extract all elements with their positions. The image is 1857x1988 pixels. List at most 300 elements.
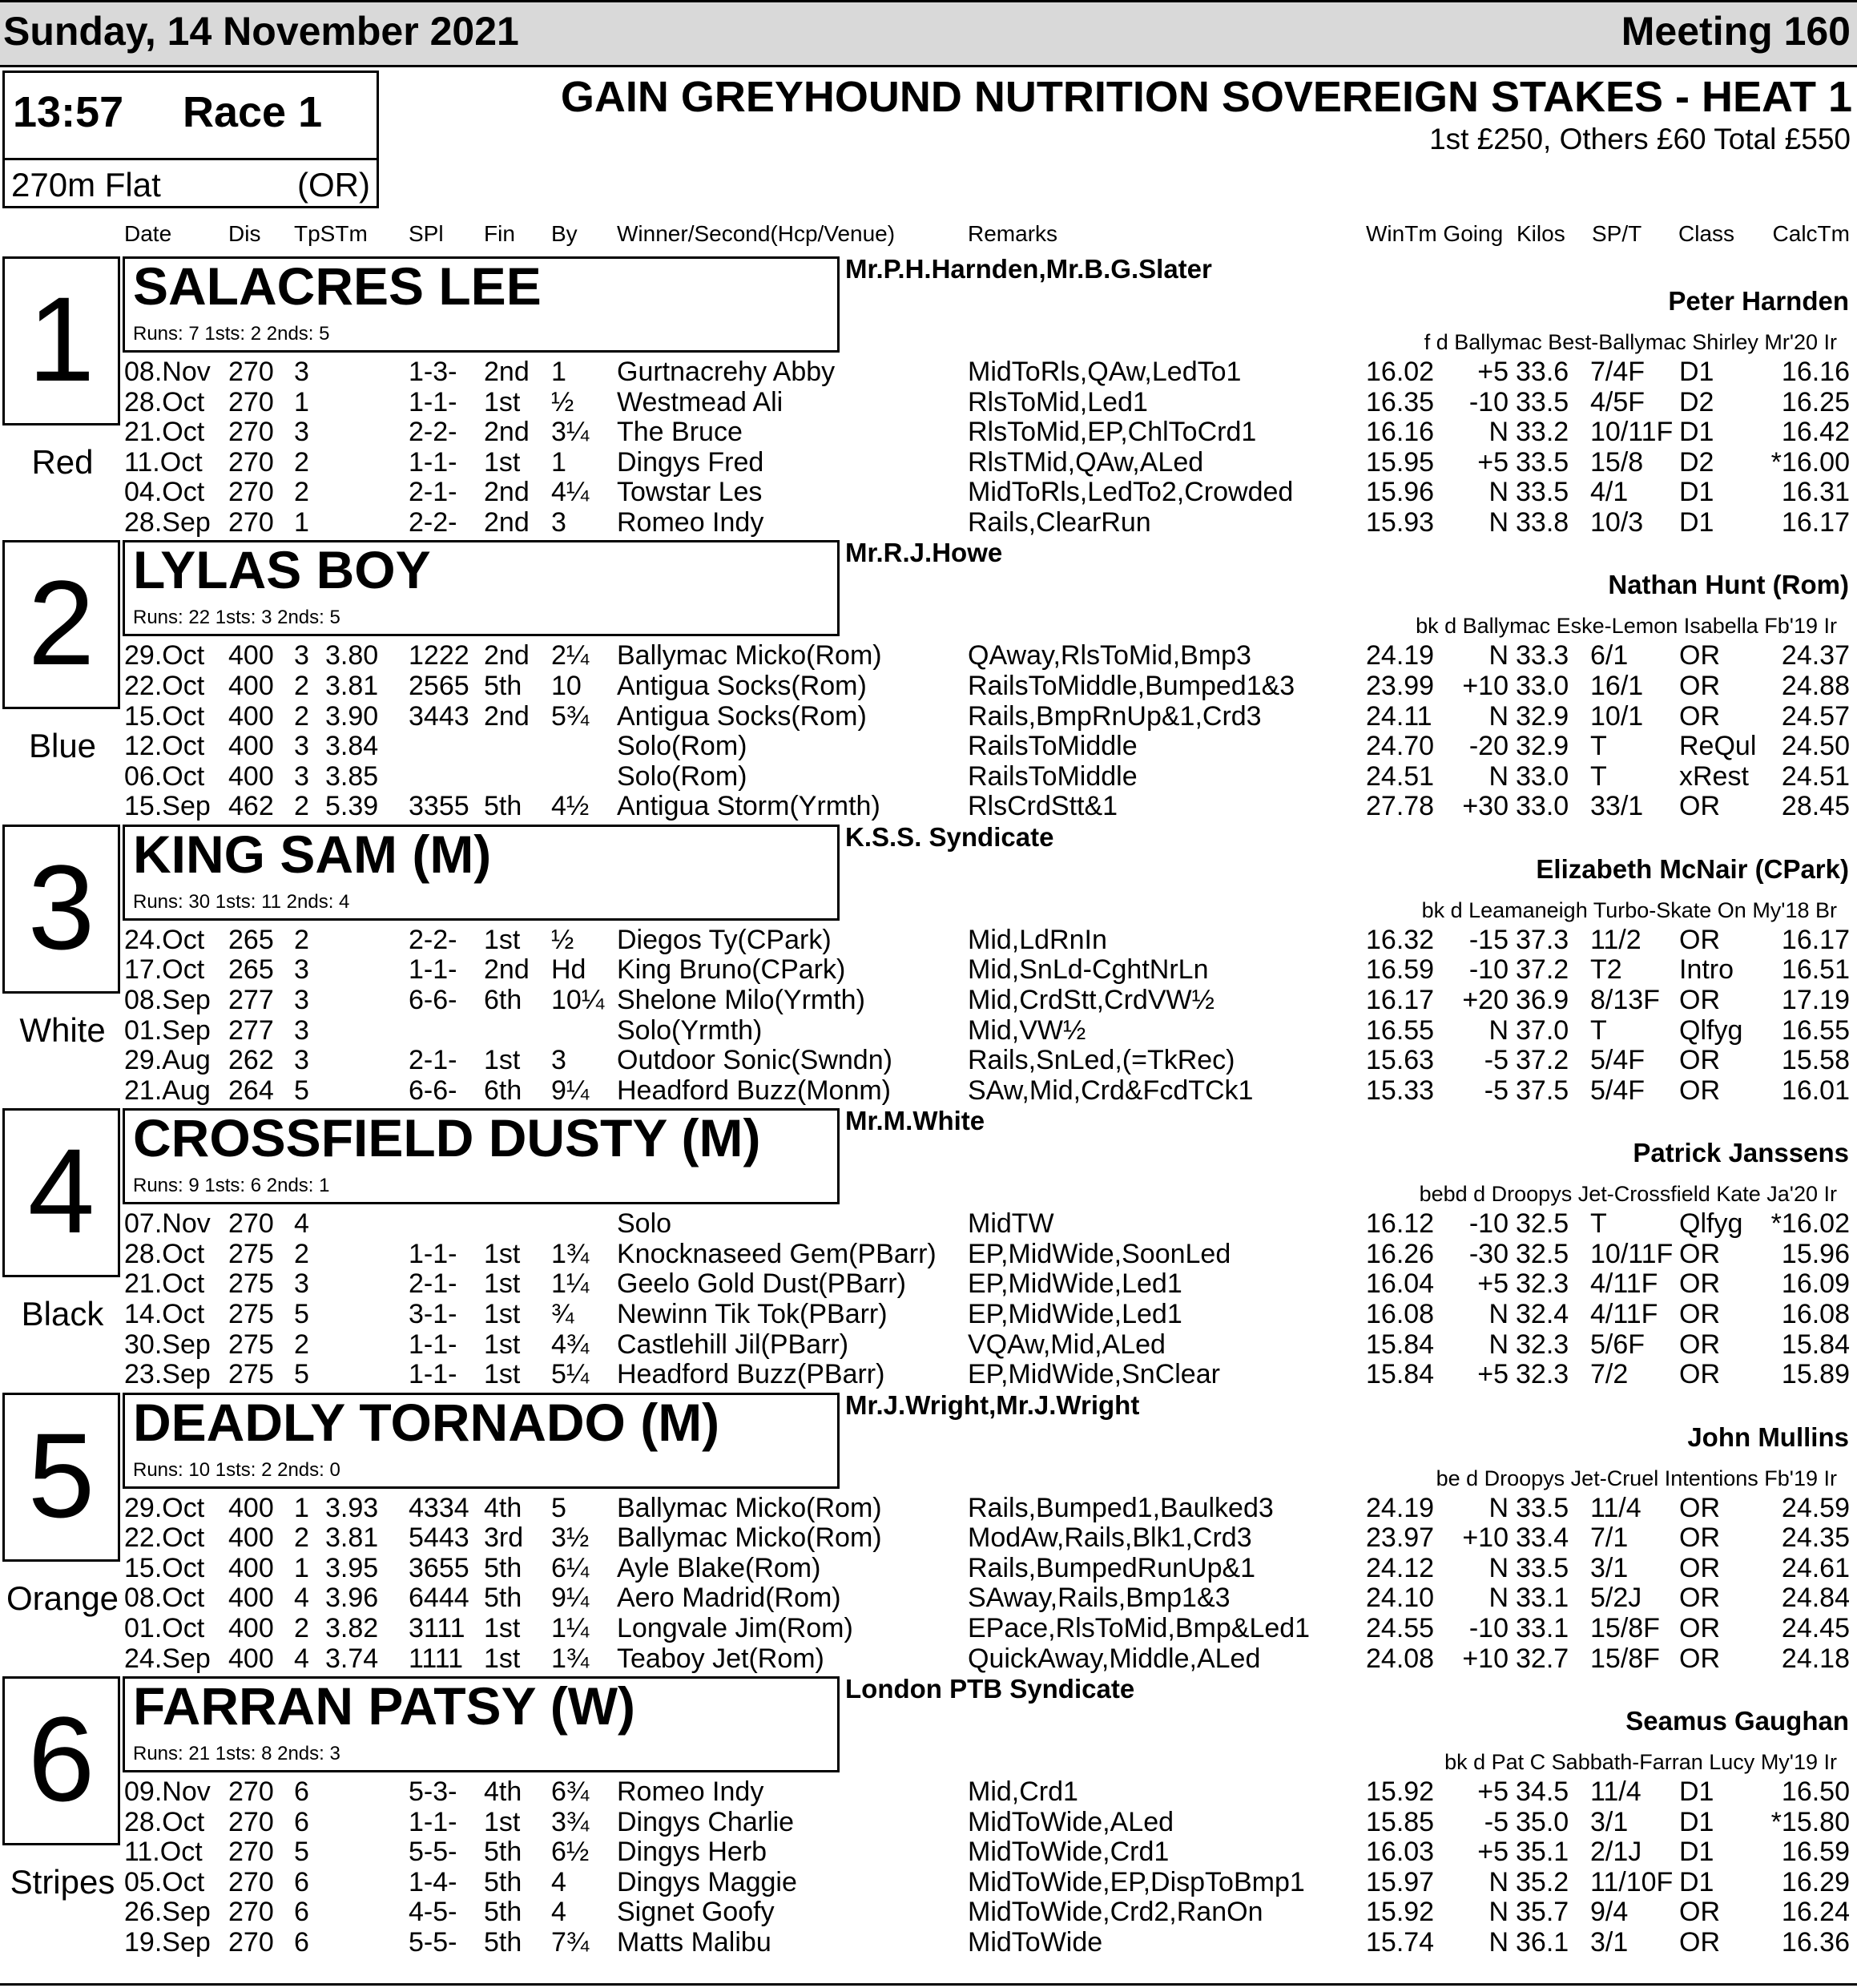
form-class: OR — [1679, 1298, 1720, 1329]
form-by: 1¼ — [551, 1612, 590, 1643]
form-split: 5443 — [409, 1522, 469, 1554]
form-sp: 10/11F — [1590, 417, 1674, 448]
form-by: 10¼ — [551, 984, 605, 1015]
form-wintime: 16.08 — [1366, 1298, 1435, 1329]
form-by: ½ — [551, 386, 574, 417]
form-date: 22.Oct — [124, 1522, 205, 1554]
form-remarks: SAway,Rails,Bmp1&3 — [968, 1583, 1231, 1614]
form-calctime: 24.35 — [1781, 1522, 1850, 1554]
form-trap: 3 — [294, 760, 309, 792]
race-grade: (OR) — [297, 166, 370, 204]
form-distance: 400 — [228, 640, 274, 671]
form-remarks: MidTW — [968, 1208, 1054, 1240]
form-distance: 400 — [228, 700, 274, 732]
dog-trainer: Elizabeth McNair (CPark) — [1536, 853, 1849, 884]
form-finish: 5th — [484, 791, 522, 822]
form-going: N — [1488, 1552, 1509, 1583]
form-finish: 6th — [484, 984, 522, 1015]
form-remarks: RailsToMiddle — [968, 760, 1138, 792]
form-distance: 270 — [228, 1208, 274, 1240]
form-by: 1 — [551, 357, 566, 387]
col-header-spt: SP/T — [1592, 221, 1642, 246]
form-class: D1 — [1679, 417, 1714, 448]
form-split: 2-2- — [409, 507, 457, 538]
form-remarks: MidToWide,ALed — [968, 1806, 1174, 1837]
form-class: OR — [1679, 1897, 1720, 1928]
form-remarks: SAw,Mid,Crd&FcdTCk1 — [968, 1075, 1254, 1106]
form-distance: 462 — [228, 791, 274, 822]
form-winner: Headford Buzz(PBarr) — [617, 1359, 885, 1390]
col-header-fin: Fin — [484, 221, 515, 246]
form-date: 15.Oct — [124, 1552, 205, 1583]
form-trap: 4 — [294, 1643, 309, 1674]
form-going: +5 — [1477, 357, 1509, 387]
form-row — [0, 357, 1857, 387]
form-kilos: 32.9 — [1516, 700, 1569, 732]
form-wintime: 15.84 — [1366, 1359, 1435, 1390]
dog-name-box — [123, 1393, 840, 1489]
form-sp: 10/3 — [1590, 507, 1644, 538]
form-finish: 2nd — [484, 954, 530, 986]
form-row — [0, 1269, 1857, 1299]
form-split: 3655 — [409, 1552, 469, 1583]
form-date: 15.Sep — [124, 791, 211, 822]
form-trap: 1 — [294, 1492, 309, 1523]
form-by: 4½ — [551, 791, 590, 822]
form-split: 1-3- — [409, 357, 457, 387]
form-split: 5-5- — [409, 1927, 457, 1958]
form-row — [0, 1928, 1857, 1958]
form-winner: Aero Madrid(Rom) — [617, 1583, 841, 1614]
dog-name: FARRAN PATSY (W) — [133, 1676, 635, 1736]
form-sp: T — [1590, 760, 1607, 792]
form-finish: 1st — [484, 386, 521, 417]
form-wintime: 16.59 — [1366, 954, 1435, 986]
form-split: 1111 — [409, 1643, 464, 1674]
form-finish: 5th — [484, 1927, 522, 1958]
form-wintime: 23.97 — [1366, 1522, 1435, 1554]
form-wintime: 15.85 — [1366, 1806, 1435, 1837]
form-remarks: MidToRls,QAw,LedTo1 — [968, 357, 1242, 387]
form-split: 1-4- — [409, 1866, 457, 1897]
form-row — [0, 1837, 1857, 1867]
form-trap: 3 — [294, 417, 309, 448]
form-by: 4¾ — [551, 1329, 590, 1360]
form-calctime: 15.58 — [1781, 1045, 1850, 1076]
form-wintime: 16.35 — [1366, 386, 1435, 417]
form-distance: 270 — [228, 1806, 274, 1837]
form-kilos: 37.3 — [1516, 924, 1569, 955]
form-by: 6¼ — [551, 1552, 590, 1583]
form-winner: Solo(Rom) — [617, 760, 747, 792]
form-split: 1222 — [409, 640, 469, 671]
form-row — [0, 986, 1857, 1015]
dog-owner: Mr.J.Wright,Mr.J.Wright — [845, 1389, 1140, 1420]
form-sp: 4/11F — [1590, 1298, 1658, 1329]
form-split: 2-2- — [409, 417, 457, 448]
col-header-winner: Winner/Second(Hcp/Venue) — [617, 221, 896, 246]
form-remarks: Rails,BumpedRunUp&1 — [968, 1552, 1256, 1583]
race-number: Race 1 — [183, 88, 323, 136]
form-remarks: Rails,BmpRnUp&1,Crd3 — [968, 700, 1262, 732]
form-winner: Newinn Tik Tok(PBarr) — [617, 1298, 888, 1329]
form-row — [0, 1076, 1857, 1106]
form-remarks: RlsToMid,EP,ChlToCrd1 — [968, 417, 1257, 448]
form-date: 01.Oct — [124, 1612, 205, 1643]
form-remarks: QuickAway,Middle,ALed — [968, 1643, 1261, 1674]
form-kilos: 32.3 — [1516, 1329, 1569, 1360]
form-by: ½ — [551, 924, 574, 955]
form-by: 9¼ — [551, 1075, 590, 1106]
form-kilos: 32.3 — [1516, 1359, 1569, 1390]
col-header-class: Class — [1678, 221, 1735, 246]
form-finish: 1st — [484, 1298, 521, 1329]
form-distance: 270 — [228, 507, 274, 538]
form-row — [0, 1330, 1857, 1360]
form-wintime: 15.63 — [1366, 1045, 1435, 1076]
form-calctime: 24.51 — [1781, 760, 1850, 792]
form-trap: 1 — [294, 507, 309, 538]
form-remarks: EP,MidWide,Led1 — [968, 1268, 1182, 1300]
form-row — [0, 732, 1857, 761]
form-remarks: MidToWide,Crd1 — [968, 1837, 1170, 1868]
form-kilos: 33.1 — [1516, 1583, 1569, 1614]
form-row — [0, 1777, 1857, 1807]
form-sp: 11/4 — [1590, 1492, 1641, 1523]
form-remarks: Mid,CrdStt,CrdVW½ — [968, 984, 1215, 1015]
form-split: 5-3- — [409, 1776, 457, 1807]
form-remarks: EP,MidWide,Led1 — [968, 1298, 1182, 1329]
form-calctime: 16.31 — [1781, 477, 1850, 508]
form-remarks: Rails,Bumped1,Baulked3 — [968, 1492, 1274, 1523]
form-going: +5 — [1477, 446, 1509, 478]
meeting-number: Meeting 160 — [1621, 9, 1851, 54]
dog-name: LYLAS BOY — [133, 540, 431, 600]
form-class: OR — [1679, 1329, 1720, 1360]
form-winner: Westmead Ali — [617, 386, 783, 417]
form-distance: 270 — [228, 417, 274, 448]
form-going: +5 — [1477, 1776, 1509, 1807]
form-distance: 400 — [228, 1643, 274, 1674]
form-kilos: 33.5 — [1516, 477, 1569, 508]
form-calctime: 24.57 — [1781, 700, 1850, 732]
form-sp: T — [1590, 731, 1607, 762]
form-sectional: 3.93 — [325, 1492, 379, 1523]
form-date: 04.Oct — [124, 477, 205, 508]
form-sp: 6/1 — [1590, 640, 1629, 671]
form-winner: Teaboy Jet(Rom) — [617, 1643, 824, 1674]
form-calctime: 16.50 — [1781, 1776, 1850, 1807]
form-remarks: Mid,VW½ — [968, 1014, 1086, 1046]
form-calctime: 16.51 — [1781, 954, 1850, 986]
form-sectional: 3.90 — [325, 700, 379, 732]
form-calctime: 15.96 — [1781, 1238, 1850, 1269]
form-split: 6-6- — [409, 1075, 457, 1106]
form-date: 08.Oct — [124, 1583, 205, 1614]
form-distance: 400 — [228, 1583, 274, 1614]
form-kilos: 35.1 — [1516, 1837, 1569, 1868]
form-kilos: 33.0 — [1516, 791, 1569, 822]
form-trap: 3 — [294, 731, 309, 762]
form-row — [0, 1808, 1857, 1837]
form-going: -10 — [1468, 386, 1509, 417]
form-sp: 2/1J — [1590, 1837, 1642, 1868]
form-finish: 3rd — [484, 1522, 524, 1554]
form-winner: Antigua Socks(Rom) — [617, 700, 867, 732]
form-trap: 5 — [294, 1075, 309, 1106]
form-row — [0, 641, 1857, 671]
form-winner: Headford Buzz(Monm) — [617, 1075, 892, 1106]
form-winner: Castlehill Jil(PBarr) — [617, 1329, 849, 1360]
form-going: +5 — [1477, 1837, 1509, 1868]
form-trap: 1 — [294, 1552, 309, 1583]
form-finish: 4th — [484, 1492, 522, 1523]
form-going: -10 — [1468, 954, 1509, 986]
form-row — [0, 1523, 1857, 1553]
form-trap: 3 — [294, 1045, 309, 1076]
form-finish: 2nd — [484, 640, 530, 671]
form-trap: 2 — [294, 791, 309, 822]
form-date: 15.Oct — [124, 700, 205, 732]
form-sp: 3/1 — [1590, 1806, 1629, 1837]
form-winner: Ballymac Micko(Rom) — [617, 640, 882, 671]
form-trap: 1 — [294, 386, 309, 417]
trap-colour: Orange — [6, 1579, 119, 1617]
form-split: 4334 — [409, 1492, 469, 1523]
form-date: 29.Oct — [124, 640, 205, 671]
form-by: 4¼ — [551, 477, 590, 508]
form-by: 3 — [551, 507, 566, 538]
form-date: 24.Sep — [124, 1643, 211, 1674]
form-distance: 277 — [228, 1014, 274, 1046]
form-split: 2-1- — [409, 1045, 457, 1076]
form-date: 08.Nov — [124, 357, 211, 387]
form-distance: 400 — [228, 1522, 274, 1554]
form-remarks: QAway,RlsToMid,Bmp3 — [968, 640, 1251, 671]
form-sp: T — [1590, 1208, 1607, 1240]
form-row — [0, 1614, 1857, 1643]
form-going: -30 — [1468, 1238, 1509, 1269]
form-sp: T — [1590, 1014, 1607, 1046]
form-sp: 3/1 — [1590, 1927, 1629, 1958]
runner-3 — [0, 821, 1857, 1108]
form-calctime: 16.55 — [1781, 1014, 1850, 1046]
form-distance: 400 — [228, 1552, 274, 1583]
form-finish: 1st — [484, 1268, 521, 1300]
form-class: D1 — [1679, 477, 1714, 508]
form-going: N — [1488, 1492, 1509, 1523]
form-date: 29.Aug — [124, 1045, 211, 1076]
form-winner: Antigua Storm(Yrmth) — [617, 791, 880, 822]
form-going: +10 — [1462, 670, 1509, 701]
form-going: N — [1488, 1897, 1509, 1928]
form-by: 1¼ — [551, 1268, 590, 1300]
form-trap: 3 — [294, 640, 309, 671]
form-split: 6-6- — [409, 984, 457, 1015]
form-sp: 16/1 — [1590, 670, 1644, 701]
form-sp: 5/4F — [1590, 1075, 1646, 1106]
meeting-date: Sunday, 14 November 2021 — [3, 9, 519, 54]
form-class: OR — [1679, 1522, 1720, 1554]
form-sp: 11/10F — [1590, 1866, 1674, 1897]
form-class: D1 — [1679, 357, 1714, 387]
form-calctime: 24.37 — [1781, 640, 1850, 671]
form-trap: 2 — [294, 1238, 309, 1269]
form-trap: 2 — [294, 1329, 309, 1360]
form-row — [0, 1360, 1857, 1389]
form-winner: Longvale Jim(Rom) — [617, 1612, 853, 1643]
form-calctime: 15.89 — [1781, 1359, 1850, 1390]
form-finish: 1st — [484, 1329, 521, 1360]
form-kilos: 33.0 — [1516, 670, 1569, 701]
form-trap: 2 — [294, 924, 309, 955]
form-sp: T2 — [1590, 954, 1622, 986]
form-wintime: 15.33 — [1366, 1075, 1435, 1106]
form-sectional: 3.74 — [325, 1643, 379, 1674]
form-going: N — [1488, 1866, 1509, 1897]
form-split: 3111 — [409, 1612, 465, 1643]
form-winner: Dingys Maggie — [617, 1866, 797, 1897]
col-header-remarks: Remarks — [968, 221, 1058, 246]
form-winner: Matts Malibu — [617, 1927, 771, 1958]
form-kilos: 33.8 — [1516, 507, 1569, 538]
form-split: 3443 — [409, 700, 469, 732]
form-calctime: 24.61 — [1781, 1552, 1850, 1583]
dog-name: SALACRES LEE — [133, 256, 542, 316]
form-date: 05.Oct — [124, 1866, 205, 1897]
form-by: 4 — [551, 1897, 566, 1928]
dog-trainer: Seamus Gaughan — [1625, 1706, 1849, 1736]
form-winner: Ballymac Micko(Rom) — [617, 1492, 882, 1523]
form-trap: 3 — [294, 1014, 309, 1046]
form-distance: 270 — [228, 357, 274, 387]
form-calctime: 16.17 — [1781, 924, 1850, 955]
form-kilos: 33.5 — [1516, 386, 1569, 417]
form-class: OR — [1679, 640, 1720, 671]
form-by: 5¼ — [551, 1359, 590, 1390]
form-sp: 15/8F — [1590, 1612, 1660, 1643]
form-date: 28.Oct — [124, 1238, 205, 1269]
form-split: 2565 — [409, 670, 469, 701]
form-split: 1-1- — [409, 1359, 457, 1390]
form-sp: 7/1 — [1590, 1522, 1629, 1554]
form-remarks: EP,MidWide,SoonLed — [968, 1238, 1231, 1269]
dog-name-box — [123, 1676, 840, 1772]
dog-name-box — [123, 540, 840, 636]
trap-colour: White — [19, 1010, 106, 1049]
form-trap: 3 — [294, 984, 309, 1015]
form-wintime: 16.12 — [1366, 1208, 1435, 1240]
form-date: 26.Sep — [124, 1897, 211, 1928]
form-class: OR — [1679, 1927, 1720, 1958]
form-wintime: 16.17 — [1366, 984, 1435, 1015]
form-row — [0, 388, 1857, 417]
form-by: 10 — [551, 670, 582, 701]
form-kilos: 36.9 — [1516, 984, 1569, 1015]
form-split: 2-2- — [409, 924, 457, 955]
form-remarks: MidToWide — [968, 1927, 1103, 1958]
form-winner: Geelo Gold Dust(PBarr) — [617, 1268, 906, 1300]
form-sectional: 3.96 — [325, 1583, 379, 1614]
form-by: Hd — [551, 954, 586, 986]
form-winner: Diegos Ty(CPark) — [617, 924, 832, 955]
form-class: OR — [1679, 1045, 1720, 1076]
form-kilos: 35.7 — [1516, 1897, 1569, 1928]
form-date: 01.Sep — [124, 1014, 211, 1046]
form-wintime: 15.97 — [1366, 1866, 1435, 1897]
form-date: 21.Aug — [124, 1075, 211, 1106]
form-trap: 3 — [294, 1268, 309, 1300]
form-trap: 3 — [294, 954, 309, 986]
form-remarks: EPace,RlsToMid,Bmp&Led1 — [968, 1612, 1311, 1643]
form-class: OR — [1679, 1583, 1720, 1614]
form-trap: 3 — [294, 357, 309, 387]
dog-record: Runs: 7 1sts: 2 2nds: 5 — [133, 323, 330, 345]
form-trap: 2 — [294, 477, 309, 508]
form-trap: 5 — [294, 1837, 309, 1868]
form-date: 24.Oct — [124, 924, 205, 955]
form-wintime: 24.70 — [1366, 731, 1435, 762]
form-sp: 11/4 — [1590, 1776, 1641, 1807]
form-by: 5¾ — [551, 700, 590, 732]
form-calctime: 16.29 — [1781, 1866, 1850, 1897]
form-winner: Antigua Socks(Rom) — [617, 670, 867, 701]
form-row — [0, 792, 1857, 821]
form-date: 11.Oct — [124, 1837, 203, 1868]
form-class: D1 — [1679, 1806, 1714, 1837]
form-date: 19.Sep — [124, 1927, 211, 1958]
form-finish: 5th — [484, 670, 522, 701]
form-winner: Dingys Charlie — [617, 1806, 795, 1837]
form-calctime: 24.59 — [1781, 1492, 1850, 1523]
dog-owner: London PTB Syndicate — [845, 1674, 1135, 1704]
dog-trainer: Patrick Janssens — [1633, 1138, 1849, 1168]
form-sp: 15/8 — [1590, 446, 1644, 478]
form-distance: 275 — [228, 1238, 274, 1269]
form-by: 3 — [551, 1045, 566, 1076]
form-class: OR — [1679, 924, 1720, 955]
form-sp: 4/1 — [1590, 477, 1629, 508]
form-trap: 6 — [294, 1866, 309, 1897]
form-class: Qlfyg — [1679, 1014, 1743, 1046]
form-remarks: RailsToMiddle — [968, 731, 1138, 762]
form-kilos: 32.5 — [1516, 1208, 1569, 1240]
form-row — [0, 1209, 1857, 1239]
form-going: N — [1488, 417, 1509, 448]
form-winner: Signet Goofy — [617, 1897, 775, 1928]
form-calctime: 16.09 — [1781, 1268, 1850, 1300]
dog-record: Runs: 30 1sts: 11 2nds: 4 — [133, 890, 350, 913]
form-going: -5 — [1484, 1075, 1509, 1106]
form-class: OR — [1679, 1238, 1720, 1269]
form-kilos: 33.5 — [1516, 1552, 1569, 1583]
form-date: 21.Oct — [124, 417, 205, 448]
form-kilos: 33.4 — [1516, 1522, 1569, 1554]
form-date: 23.Sep — [124, 1359, 211, 1390]
dog-owner: Mr.P.H.Harnden,Mr.B.G.Slater — [845, 254, 1212, 284]
form-finish: 1st — [484, 1643, 521, 1674]
form-class: OR — [1679, 1643, 1720, 1674]
form-finish: 5th — [484, 1552, 522, 1583]
form-calctime: 24.50 — [1781, 731, 1850, 762]
dog-name-box — [123, 825, 840, 921]
dog-breeding: be d Droopys Jet-Cruel Intentions Fb'19 Ir — [1436, 1466, 1837, 1490]
form-date: 12.Oct — [124, 731, 205, 762]
form-distance: 265 — [228, 954, 274, 986]
form-split: 3355 — [409, 791, 469, 822]
race-box-divider — [5, 158, 377, 160]
form-wintime: 16.55 — [1366, 1014, 1435, 1046]
